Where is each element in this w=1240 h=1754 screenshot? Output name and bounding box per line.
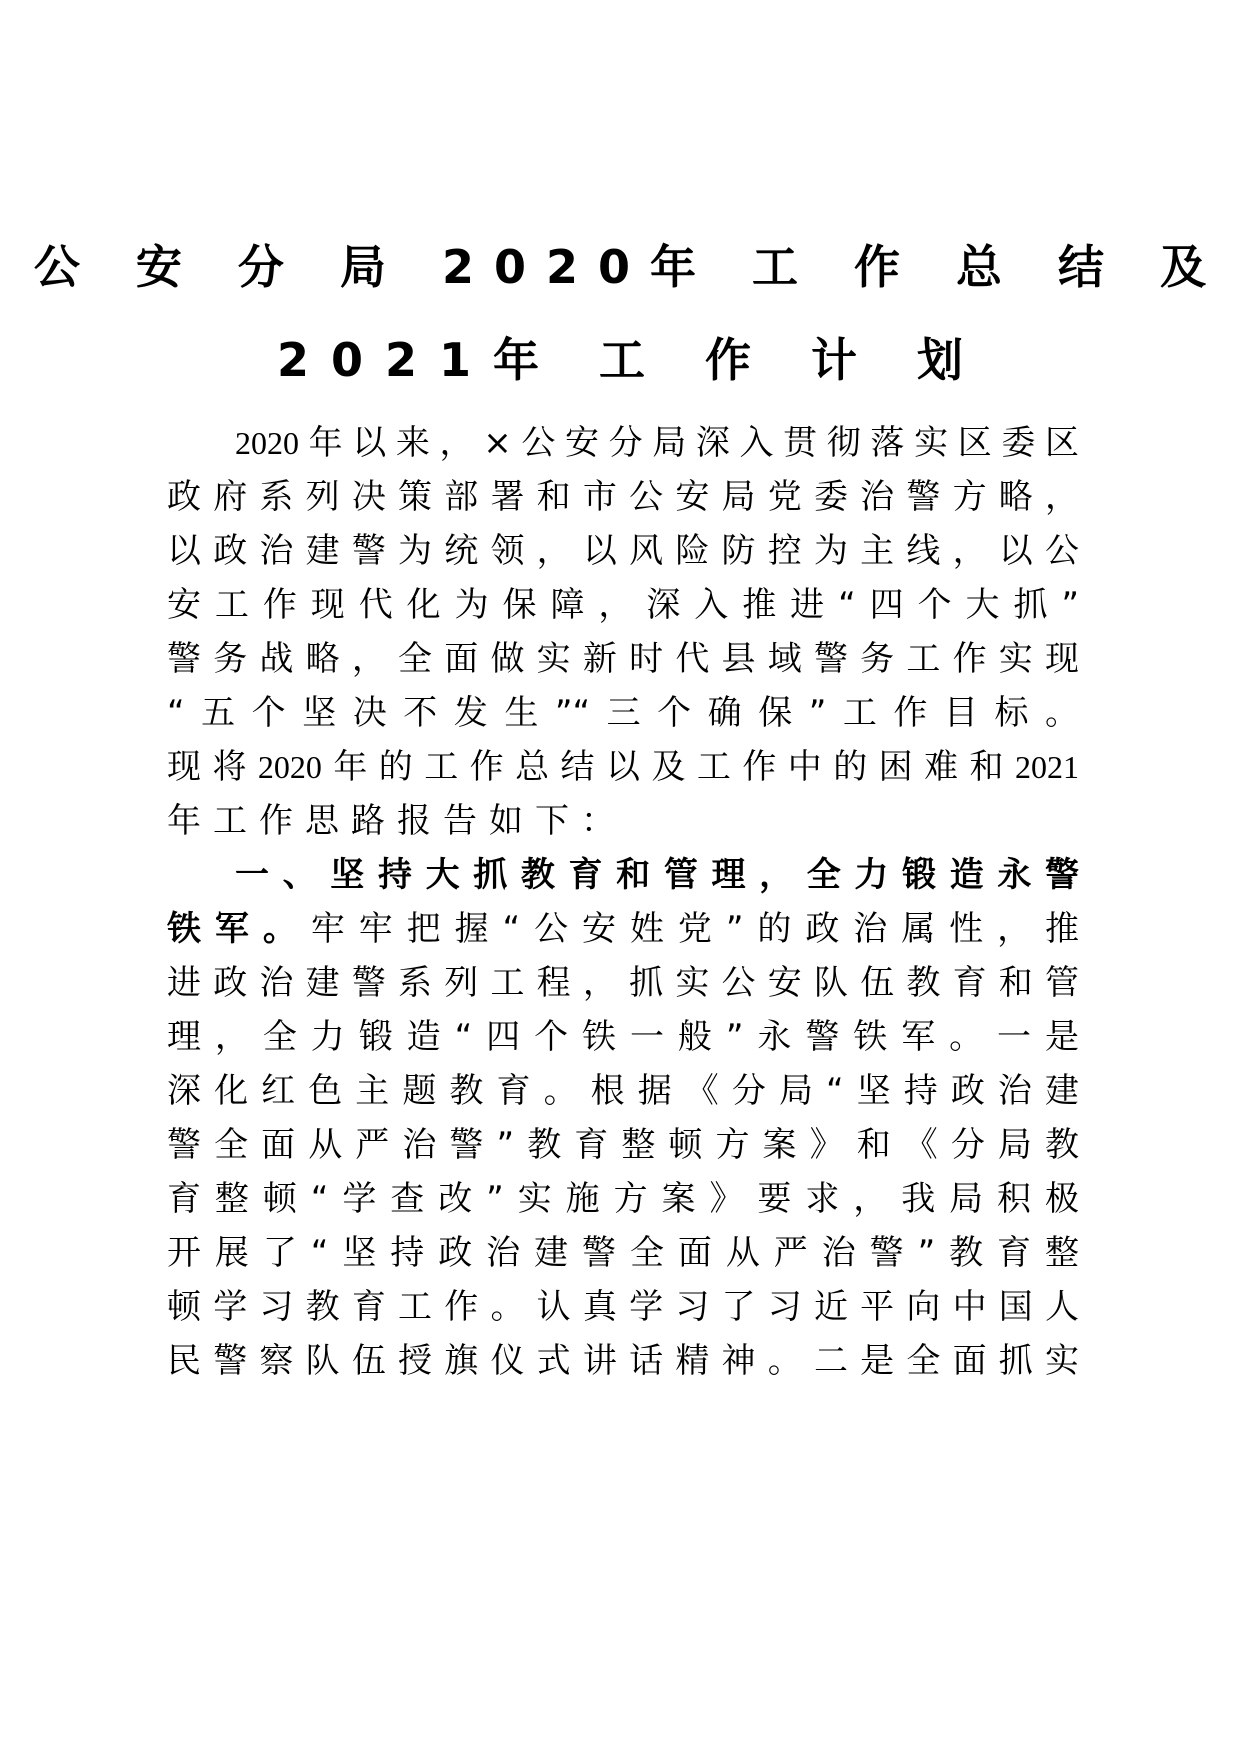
paragraph-1-line-2: 政府系列决策部署和市公安局党委治警方略， bbox=[167, 477, 1079, 517]
section-1-line-6: 育整顿“学查改”实施方案》要求，我局积极 bbox=[167, 1179, 1079, 1219]
paragraph-1-line-4: 安工作现代化为保障，深入推进“四个大抓” bbox=[167, 585, 1079, 625]
paragraph-1-line-7 bbox=[167, 737, 1079, 797]
section-1-line-2: 进政治建警系列工程，抓实公安队伍教育和管 bbox=[167, 963, 1079, 1003]
section-1-line-1-text: 牢牢把握“公安姓党”的政治属性，推 bbox=[310, 909, 1080, 949]
paragraph-1-line-7-text-c: 年的工作总结以及工作中的困难和 bbox=[321, 747, 1016, 787]
section-1-heading-end: 铁军。 bbox=[167, 909, 311, 949]
paragraph-1-line-8: 年工作思路报告如下： bbox=[167, 801, 627, 841]
section-1-line-1 bbox=[167, 899, 1079, 959]
year-number: 2020 bbox=[257, 749, 322, 785]
section-1-line-5: 警全面从严治警”教育整顿方案》和《分局教 bbox=[167, 1125, 1079, 1165]
paragraph-1-line-6: “五个坚决不发生”“三个确保”工作目标。 bbox=[167, 693, 1079, 733]
section-1-heading: 一、坚持大抓教育和管理，全力锻造永警 bbox=[235, 855, 1079, 895]
year-number: 2020 bbox=[235, 425, 299, 461]
section-1-line-8: 顿学习教育工作。认真学习了习近平向中国人 bbox=[167, 1287, 1079, 1327]
paragraph-1-line-1 bbox=[235, 413, 1079, 473]
paragraph-1-line-5: 警务战略，全面做实新时代县域警务工作实现 bbox=[167, 639, 1079, 679]
paragraph-1-line-3: 以政治建警为统领，以风险防控为主线，以公 bbox=[167, 531, 1079, 571]
section-1-line-3: 理，全力锻造“四个铁一般”永警铁军。一是 bbox=[167, 1017, 1079, 1057]
paragraph-1-line-1-text: 年以来，×公安分局深入贯彻落实区委区 bbox=[299, 423, 1079, 463]
section-1-line-9: 民警察队伍授旗仪式讲话精神。二是全面抓实 bbox=[167, 1341, 1079, 1381]
year-number: 2021 bbox=[1015, 749, 1080, 785]
section-1-line-7: 开展了“坚持政治建警全面从严治警”教育整 bbox=[167, 1233, 1079, 1273]
document-title-line-2: 2021年 工 作 计 划 bbox=[276, 333, 986, 387]
paragraph-1-line-7-text-a: 现将 bbox=[167, 747, 258, 787]
document-title-line-1: 公 安 分 局 2020年 工 作 总 结 及 bbox=[33, 240, 1227, 294]
section-1-line-4: 深化红色主题教育。根据《分局“坚持政治建 bbox=[167, 1071, 1079, 1111]
